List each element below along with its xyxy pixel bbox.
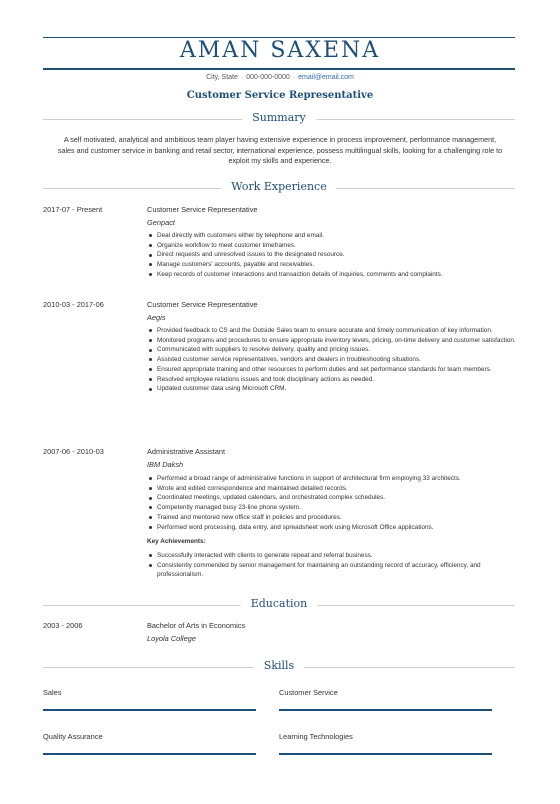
key-achievements-label: Key Achievements: [147,538,206,545]
list-item: Provided feedback to CS and the Outside Sales team to ensure accurate and timely communication of key information. [147,326,517,336]
job-title-entry: Customer Service Representative [147,205,258,214]
phone: 000-000-0000 [246,74,290,81]
job-title-entry: Customer Service Representative [147,300,258,309]
degree: Bachelor of Arts in Economics [147,621,246,630]
company-name: IBM Daksh [147,460,184,469]
experience-heading [43,181,515,195]
achievement-bullets [147,551,517,580]
skill-name: Sales [43,688,62,697]
contact-line: City, State · 000-000-0000 · email@email.com [206,74,354,81]
school-name: Loyola College [147,634,196,643]
candidate-name: AMAN SAXENA [179,38,381,63]
list-item: Successfully interacted with clients to generate repeat and referral business. [147,551,517,561]
education-dates: 2003 - 2006 [43,621,83,630]
skill-name: Learning Technologies [279,732,353,741]
list-item: Organize workflow to meet customer timeframes. [147,241,517,251]
skill-level-bar [279,753,492,755]
list-item: Resolved employee relations issues and took disciplinary actions as needed. [147,375,517,385]
list-item: Deal directly with customers either by telephone and email. [147,231,517,241]
job-bullets [147,326,517,394]
list-item: Performed a broad range of administrative functions in support of architectural firm employing 33 architects. [147,474,517,484]
list-item: Direct requests and unresolved issues to the designated resource. [147,250,517,260]
list-item: Ensured appropriate training and other resources to perform duties and set performance standards for team members. [147,365,517,375]
list-item: Coordinated meetings, updated calendars, and orchestrated complex schedules. [147,493,517,503]
job-dates: 2010-03 - 2017-06 [43,300,104,309]
list-item: Trained and mentored new office staff in policies and procedures. [147,513,517,523]
list-item: Communicated with suppliers to resolve delivery, quality and pricing issues. [147,345,517,355]
name-underline [43,68,515,70]
skill-level-bar [279,709,492,711]
job-dates: 2017-07 - Present [43,205,103,214]
list-item: Performed word processing, data entry, and spreadsheet work using Microsoft Office applications. [147,523,517,533]
section-title: Work Experience [221,180,336,193]
skills-heading [43,660,515,674]
list-item: Keep records of customer interactions and transaction details of inquiries, comments and complaints. [147,270,517,280]
company-name: Genpact [147,218,175,227]
job-bullets [147,231,517,280]
skill-level-bar [43,753,256,755]
section-title: Summary [242,111,316,124]
list-item: Consistently commended by senior management for maintaining an outstanding record of accuracy, efficiency, and professionalism. [147,561,517,580]
section-title: Skills [254,659,304,672]
list-item: Monitored programs and procedures to ensure appropriate inventory levels, pricing, on-time delivery and customer satisfaction. [147,336,517,346]
company-name: Aegis [147,313,166,322]
summary-heading [43,112,515,126]
skill-level-bar [43,709,256,711]
list-item: Manage customers' accounts, payable and receivables. [147,260,517,270]
location: City, State [206,74,238,81]
skill-name: Customer Service [279,688,338,697]
email-link[interactable]: email@email.com [298,74,354,81]
skill-name: Quality Assurance [43,732,103,741]
education-heading [43,598,515,612]
list-item: Updated customer data using Microsoft CRM. [147,384,517,394]
list-item: Assisted customer service representatives, vendors and dealers in troubleshooting situations. [147,355,517,365]
list-item: Competently managed busy 23-line phone system. [147,503,517,513]
job-title-entry: Administrative Assistant [147,447,226,456]
summary-text: A self motivated, analytical and ambitious team player having extensive experience in process improvement, performance management, sales and customer service in banking and retail sector, international experience, possess multilingual skills, looking for a challenging role to exploit my skills and experience. [57,135,503,165]
job-title: Customer Service Representative [186,90,374,101]
list-item: Wrote and edited correspondence and maintained detailed records. [147,484,517,494]
job-bullets [147,474,517,532]
section-title: Education [241,597,318,610]
job-dates: 2007-06 - 2010-03 [43,447,104,456]
